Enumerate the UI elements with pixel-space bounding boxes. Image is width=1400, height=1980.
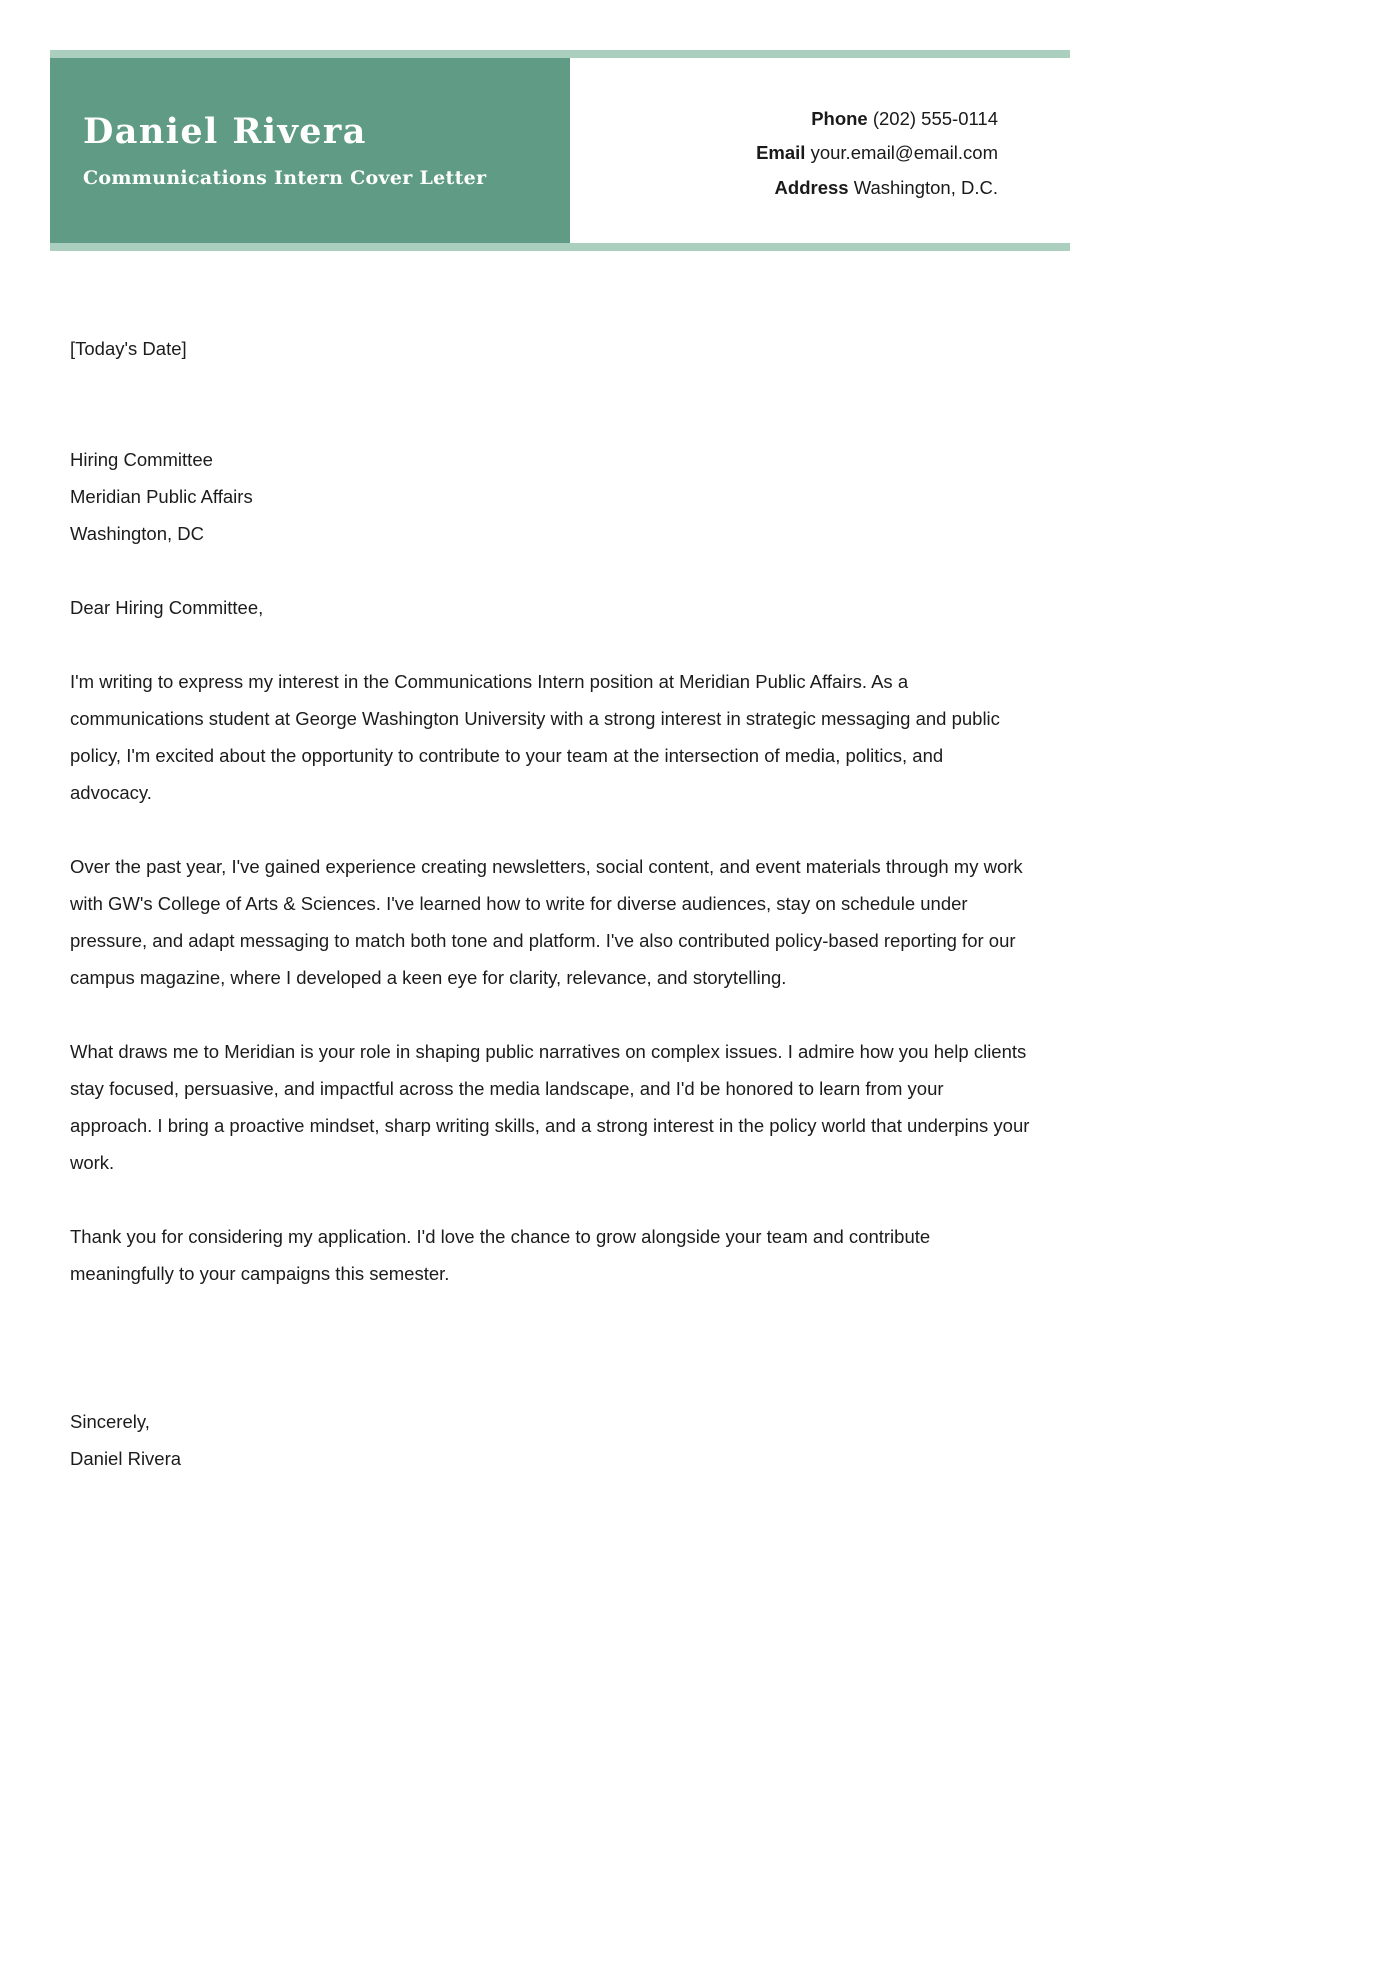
contact-email [756,144,998,163]
header-top-rule [50,50,1070,58]
contact-address-label: Address [774,176,849,198]
body-paragraph-4: Thank you for considering my application. I'd love the chance to grow alongside your team and contribute meaningfully to your campaigns this semester. [70,1226,931,1284]
contact-address [774,176,998,198]
spacer-para-1 [70,811,1030,848]
body-paragraph-3: What draws me to Meridian is your role in shaping public narratives on complex issues. I admire how you help clients stay focused, persuasive, and impactful across the media landscape, and I'd be honored to learn from your approach. I bring a proactive mindset, sharp writing skills, and a strong interest in the policy world that underpins your work. [70,1041,1030,1173]
contact-block [570,58,1070,243]
letterhead [50,50,1070,251]
spacer-para-3 [70,1181,1030,1218]
signature-name: Daniel Rivera [70,1448,182,1469]
body-paragraph-2: Over the past year, I've gained experience creating newsletters, social content, and event materials through my work with GW's College of Arts & Sciences. I've learned how to write for diverse audiences, stay on schedule under pressure, and adapt messaging to match both tone and platform. I've also contributed policy-based reporting for our campus magazine, where I developed a keen eye for clarity, relevance, and storytelling. [70,856,1023,988]
header-bottom-rule [50,243,1070,251]
applicant-name: Daniel Rivera [83,111,367,153]
spacer-after-salutation [70,626,1030,663]
letter-date: [Today's Date] [70,338,187,359]
contact-email-label: Email [756,142,806,164]
header-band [50,58,1070,243]
spacer-after-date [70,367,1030,441]
contact-address-value: Washington, D.C. [853,176,998,198]
closing-salutation: Sincerely, [70,1411,150,1432]
recipient-company: Meridian Public Affairs [70,486,253,507]
contact-email-value: your.email@email.com [810,142,998,164]
document-subtitle: Communications Intern Cover Letter [83,167,487,190]
contact-phone-value: (202) 555-0114 [872,107,998,129]
salutation: Dear Hiring Committee, [70,597,264,618]
body-paragraph-1: I'm writing to express my interest in the Communications Intern position at Meridian Public Affairs. As a communications student at George Washington University with a strong interest in strategic messaging and public policy, I'm excited about the opportunity to contribute to your team at the intersection of media, politics, and advocacy. [70,671,1000,803]
spacer-after-recipient [70,552,1030,589]
letter-body [70,330,1030,1477]
spacer-para-2 [70,996,1030,1033]
spacer-before-closing [70,1292,1030,1403]
recipient-location: Washington, DC [70,523,205,544]
recipient-name: Hiring Committee [70,449,213,470]
name-block [50,58,570,243]
contact-phone [811,107,998,129]
contact-phone-label: Phone [811,107,868,129]
